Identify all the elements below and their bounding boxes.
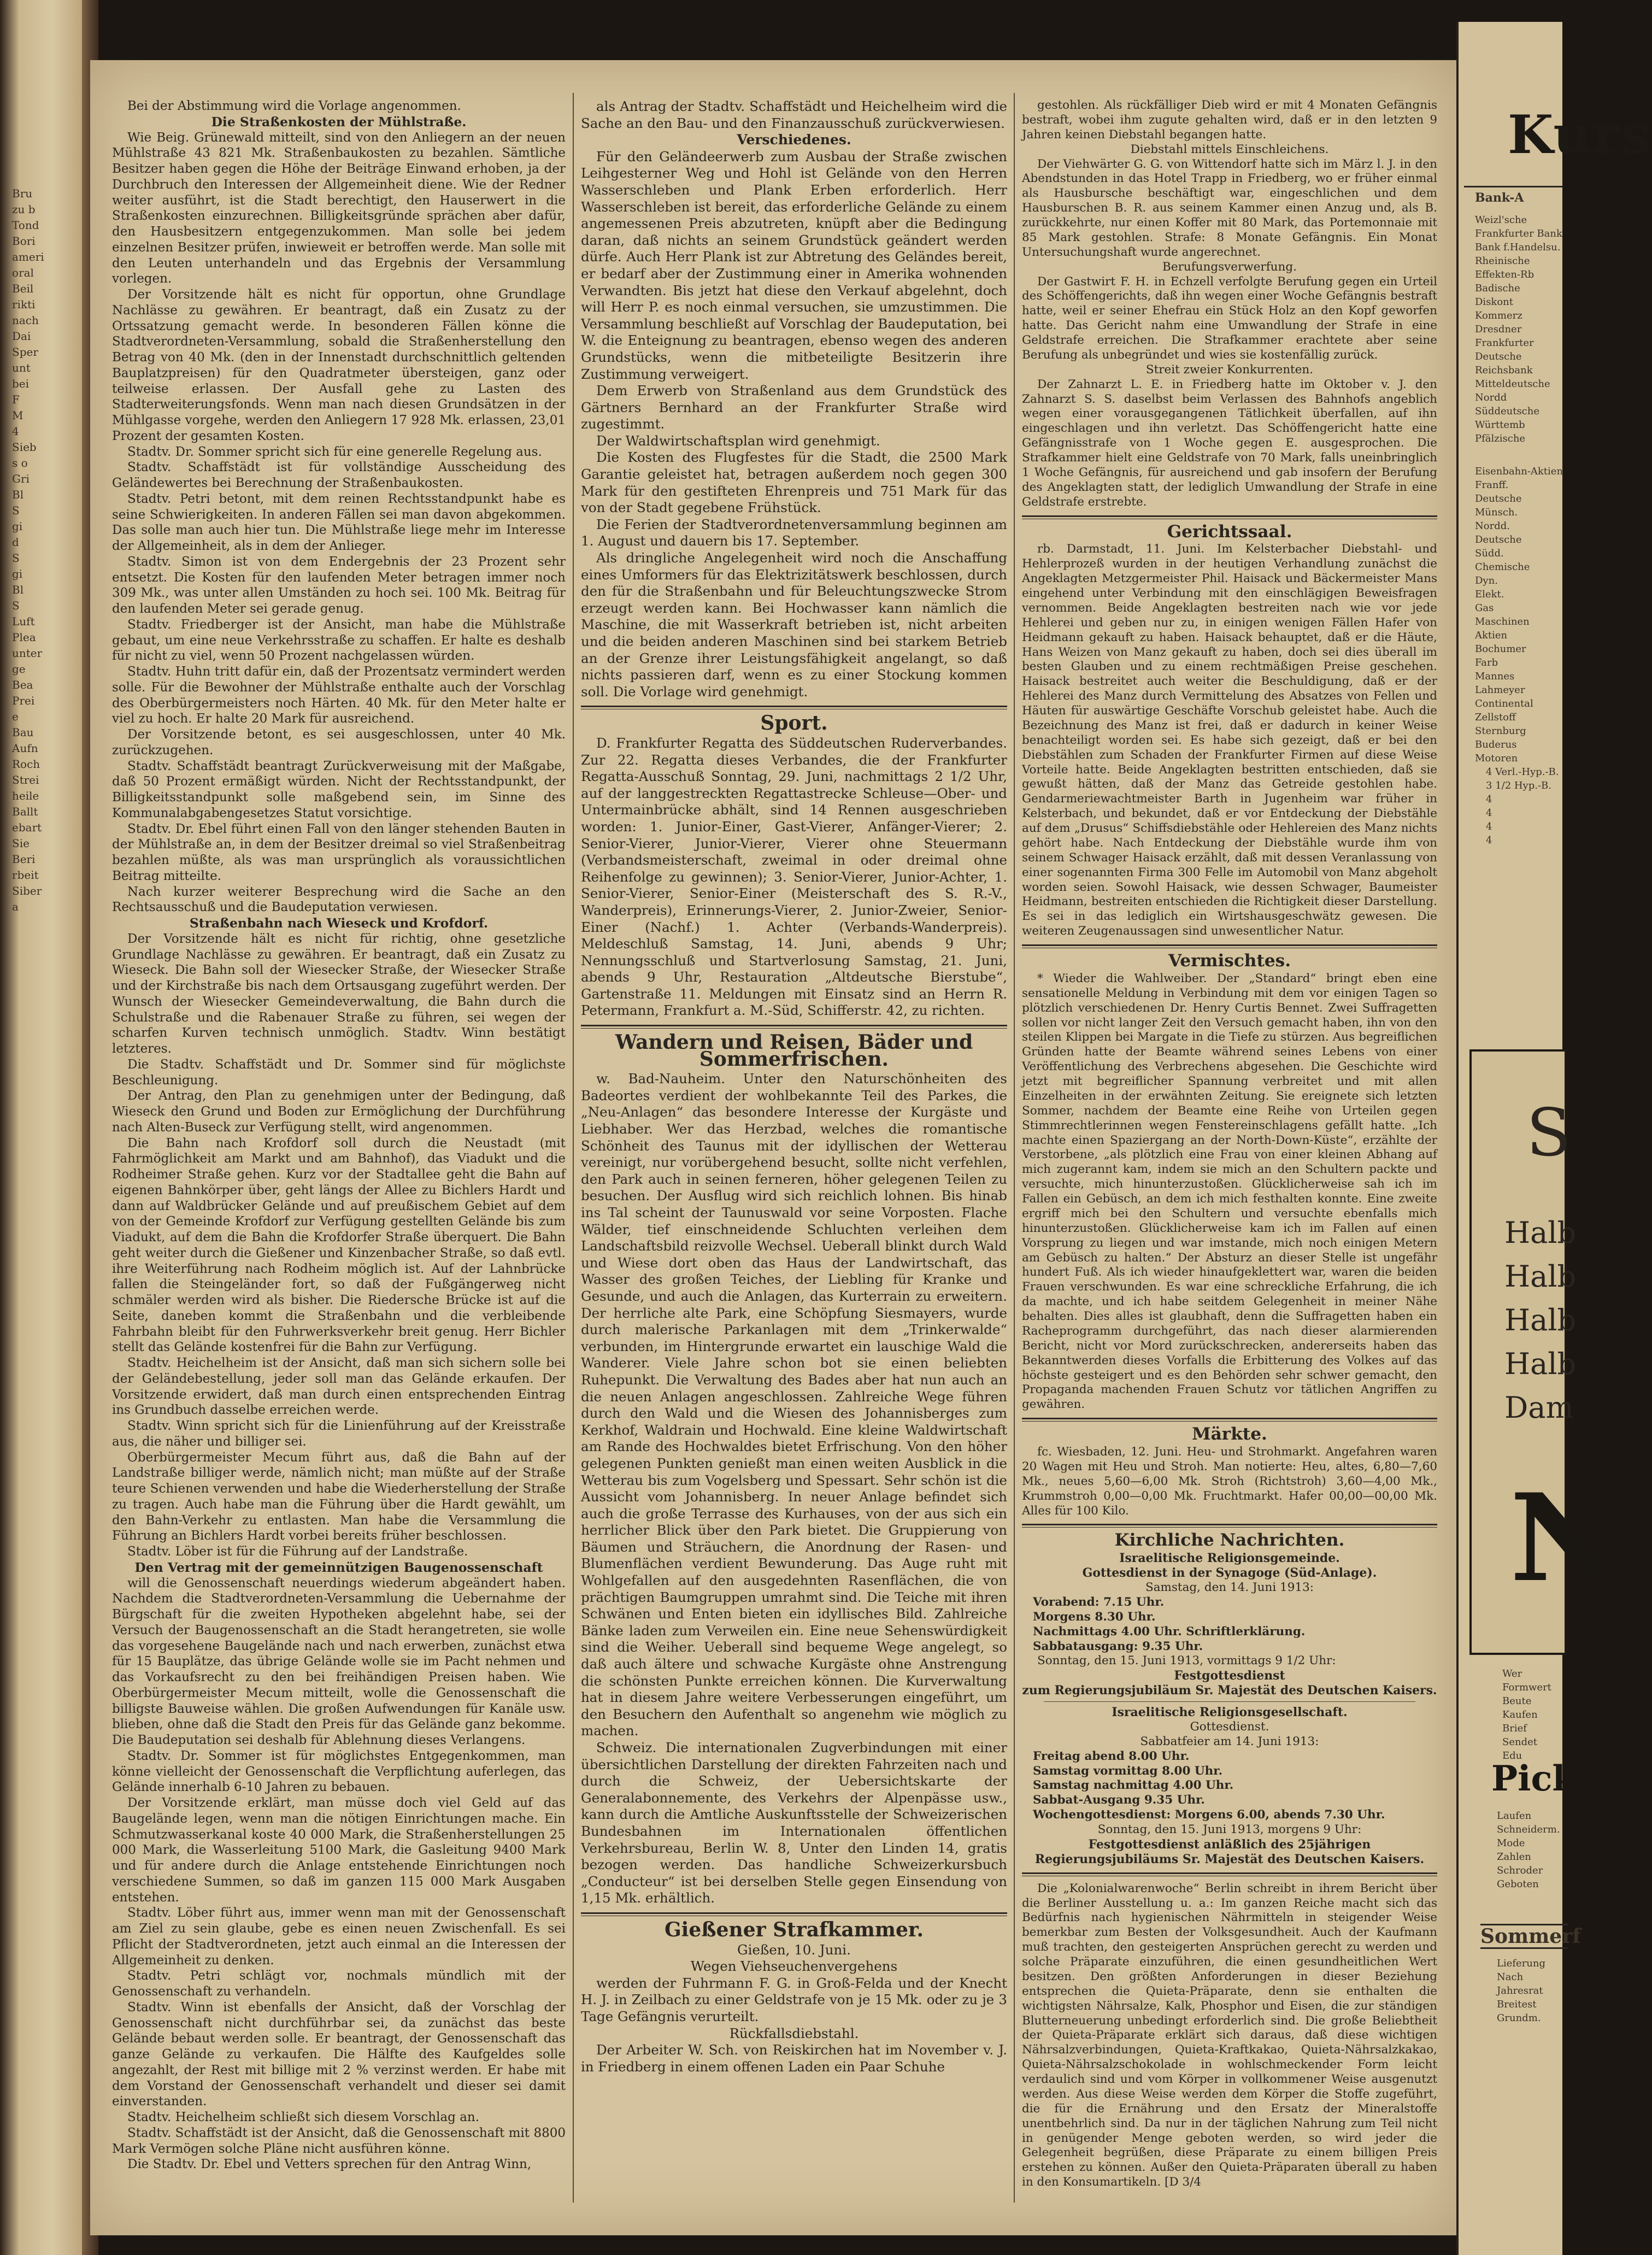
listing-line: Jahresrat bbox=[1497, 1985, 1543, 1996]
article-paragraph: Sonntag, den 15. Juni 1913, vormittags 9 1/2 Uhr: bbox=[1037, 1654, 1336, 1668]
left-page-fragment: a bbox=[12, 900, 19, 913]
article-paragraph: Der Vorsitzende hält es nicht für richtig, ohne gesetzliche Grundlage Nachlässe zu gewähren. Er beantragt, daß ein Zusatz zu Wieseck. Die Bahn soll der Wiesecker Straße, der Wiesecker Straße und der Kirchstraße bis nach dem Ortsausgang zugeführt werden. Der Wunsch der Wiesecker Gemeindeverwaltung, die Bahn durch die Schulstraße und die Rabenauer Straße zu führen, sei wegen der scharfen Kurven technisch unmöglich. Stadtv. Winn bestätigt letzteres. bbox=[112, 931, 566, 1056]
article-subheading: Straßenbahn nach Wieseck und Krofdorf. bbox=[189, 915, 489, 931]
article-paragraph: Stadtv. Heichelheim ist der Ansicht, daß man sich sichern solle bei der Geländebestellung, jeder soll man das Gelände erkaufen. Der Vorsitzende erwidert, daß man durch einen entsprechenden Eintrag ins Grundbuch dasselbe erreichen werde. bbox=[112, 1356, 566, 1418]
article-paragraph: Stadtv. Schaffstädt ist der Ansicht, daß die Genossenschaft mit 8800 Mark Vermögen solche Pläne nicht ausführen könne. bbox=[112, 2125, 566, 2156]
listing-line: 4 bbox=[1486, 821, 1492, 832]
centered-line: Streit zweier Konkurrenten. bbox=[1145, 362, 1314, 377]
listing-line: Dresdner bbox=[1475, 324, 1522, 335]
left-page-fragment: Bau bbox=[12, 726, 34, 739]
listing-line: Dyn. bbox=[1475, 575, 1498, 586]
article-subheading: Verschiedenes. bbox=[737, 132, 851, 148]
section-heading: Märkte. bbox=[1192, 1424, 1267, 1444]
listing-line: Sternburg bbox=[1475, 725, 1526, 737]
listing-line: Formwert bbox=[1502, 1682, 1551, 1693]
left-page-fragment: ge bbox=[12, 662, 26, 676]
left-page-fragment: ameri bbox=[12, 250, 44, 263]
listing-line: Deutsche bbox=[1475, 493, 1522, 504]
left-page-fragment: M bbox=[12, 409, 23, 422]
listing-line: Deutsche bbox=[1475, 351, 1522, 362]
section-divider bbox=[581, 706, 1007, 709]
schedule-line: Morgens 8.30 Uhr. bbox=[1033, 1610, 1156, 1624]
listing-line: Grundm. bbox=[1497, 2012, 1541, 2024]
article-paragraph: Schweiz. Die internationalen Zugverbindungen mit einer übersichtlichen Darstellung der direkten Fahrzeiten nach und durch die Schweiz, der Uebersichtskarte der Generalabonnemente, des Verkehrs der Alpenpässe usw., kann durch die Amtliche Auskunftsstelle der Schweizerischen Bundesbahnen im Internationalen öffentlichen Verkehrsbureau, Berlin W. 8, Unter den Linden 14, gratis bezogen werden. Das handliche Schweizerkursbuch „Conducteur“ ist bei derselben Stelle gegen Einsendung von 1,15 Mk. erhältlich. bbox=[581, 1740, 1007, 1906]
article-paragraph: Die Stadtv. Dr. Ebel und Vetters sprechen für den Antrag Winn, bbox=[127, 2157, 532, 2172]
section-heading: Kirchliche Nachrichten. bbox=[1114, 1530, 1345, 1551]
section-divider bbox=[1022, 1418, 1437, 1422]
left-page-fragment: oral bbox=[12, 266, 34, 279]
right-page-listing-e bbox=[1497, 1809, 1584, 1891]
listing-line: Weizl'sche bbox=[1475, 214, 1527, 226]
centered-line: Berufungsverwerfung. bbox=[1162, 260, 1297, 274]
section-divider bbox=[1022, 515, 1437, 519]
left-page-fragment: Sieb bbox=[12, 441, 37, 454]
listing-line: Deutsche bbox=[1475, 534, 1522, 545]
centered-line: Diebstahl mittels Einschleichens. bbox=[1130, 142, 1329, 156]
left-page-fragment: Bl bbox=[12, 583, 24, 596]
left-page-fragment: gi bbox=[12, 520, 23, 533]
article-paragraph: Der Vorsitzende betont, es sei ausgeschlossen, unter 40 Mk. zurückzugehen. bbox=[112, 727, 566, 757]
listing-line: Beute bbox=[1502, 1695, 1532, 1707]
right-page-edge bbox=[1456, 22, 1652, 2255]
right-page-ad-sommer: Sommerf bbox=[1480, 1925, 1581, 1948]
schedule-line: Vorabend: 7.15 Uhr. bbox=[1033, 1595, 1165, 1609]
article-paragraph: Der Arbeiter W. Sch. von Reiskirchen hat im November v. J. in Friedberg in einem offenen Laden ein Paar Schuhe bbox=[581, 2042, 1007, 2075]
article-paragraph: Stadtv. Petri betont, mit dem reinen Rechtsstandpunkt habe es seine Schwierigkeiten. In anderen Fällen sei man davon abgekommen. Das solle man auch hier tun. Die Mühlstraße liege mehr im Interesse der Allgemeinheit, als in dem der Anlieger. bbox=[112, 491, 566, 553]
left-page-fragment: Tond bbox=[12, 219, 39, 232]
left-page-fragment: Beri bbox=[12, 853, 36, 866]
left-page-fragment: s o bbox=[12, 456, 28, 469]
listing-line: 4 Verl.-Hyp.-B. bbox=[1486, 766, 1559, 778]
left-page-fragment: bei bbox=[12, 377, 30, 390]
article-subheading: Den Vertrag mit der gemeinnützigen Baugenossenschaft bbox=[134, 1559, 543, 1575]
section-divider bbox=[581, 1025, 1007, 1029]
listing-line: 4 bbox=[1486, 807, 1492, 819]
listing-line: Breitest bbox=[1497, 1999, 1537, 2010]
right-page-masthead: Kurs bbox=[1508, 104, 1652, 166]
article-paragraph: will die Genossenschaft neuerdings wiederum abgeändert haben. Nachdem die Stadtverordneten-Versammlung die Uebernahme der Bürgschaft für die zweiten Hypotheken abgelehnt habe, sei der Versuch der Baugenossenschaft an die Stadt herangetreten, sie wolle das vorgesehene Baugelände nach und nach erwerben, zunächst etwa für 15 Bauplätze, das übrige Gelände wolle sie im Pacht nehmen und das Vorkaufsrecht zu den bei freihändigen Preisen haben. Wie Oberbürgermeister Mecum mitteilt, wolle die Genossenschaft die billigste Bauweise wählen. Die großen Aufwendungen für Kanäle usw. blieben, ohne daß die Stadt den Preis für das Gelände ganz bekomme. Die Baudeputation sei deshalb für Ablehnung dieses Verlangens. bbox=[112, 1576, 566, 1747]
section-heading: Vermischtes. bbox=[1168, 951, 1291, 971]
thin-divider bbox=[1044, 1701, 1415, 1702]
left-page-fragment: Bea bbox=[12, 678, 33, 691]
listing-line: Geboten bbox=[1497, 1878, 1539, 1890]
listing-line: Frankfurter bbox=[1475, 337, 1534, 349]
article-paragraph: Der Gastwirt F. H. in Echzell verfolgte Berufung gegen ein Urteil des Schöffengerichts, daß ihn wegen einer Woche Gefängnis bestraft hatte, weil er seiner Ehefrau ein Stück Holz an den Kopf geworfen hatte. Das Gericht nahm eine Umwandlung der Strafe in eine Geldstrafe erreichen. Die Strafkammer erachtete aber seine Berufung als unbegründet und wies sie kostenfällig zurück. bbox=[1022, 274, 1437, 362]
right-page-listing-d bbox=[1502, 1667, 1590, 1763]
column-2 bbox=[581, 98, 1007, 2208]
left-page-fragment: Beil bbox=[12, 282, 34, 295]
section-heading: Wandern und Reisen, Bäder und Sommerfrischen. bbox=[615, 1031, 973, 1071]
right-page-listing-c bbox=[1486, 765, 1573, 847]
article-paragraph: * Wieder die Wahlweiber. Der „Standard“ bringt eben eine sensationelle Meldung in Verbindung mit dem vor einigen Tagen so plötzlich verschiedenen Dr. Henry Curtis Bennet. Zwei Suffragetten sollen vor nicht langer Zeit den Versuch gemacht haben, ihn von den steilen Klippen bei Margate in die Tiefe zu stürzen. Aus begreiflichen Gründen hatte der Beamte während seines Lebens von einer Veröffentlichung des Verbrechens abgesehen. Die Geschichte wird jetzt mit begreiflicher Spannung verbreitet und mit allen Einzelheiten in der erwähnten Zeitung. Sie ereignete sich letzten Sommer, nachdem der Beamte eine Reihe von Urteilen gegen Stimmrechtlerinnen wegen Fenstereinschlagens gefällt hatte. „Ich machte einen Spaziergang an der North-Down-Küste“, erzählte der Verstorbene, „als plötzlich eine Frau von einer kleinen Abhang auf mich zugerannt kam, indem sie mich an den Schultern packte und versuchte, mich hinunterzustoßen. Glücklicherweise sah ich im Fallen ein Gebüsch, an dem ich mich festhalten konnte. Eine zweite ergriff mich bei den Schultern und versuchte ebenfalls mich hinunterzustoßen. Glücklicherweise kam ich im Fallen auf einen Vorsprung zu liegen und war imstande, mich noch einigen Metern am Gebüsch zu halten.“ Der Absturz an dieser Stelle ist ungefähr hundert Fuß. Als ich wieder hinaufgeklettert war, waren die beiden Frauen verschwunden. Es war eine schreckliche Erfahrung, die ich da machte, und ich habe seitdem Gelegenheit in meiner Nähe behalten. Dies alles ist glaubhaft, denn die Suffragetten haben ein Racheprogramm durchgeführt, das nach dieser alarmierenden Bericht, nicht vor Mord zurückschrecken, andererseits haben das Bekanntwerden dieses Vorfalls die Erbitterung des Volkes auf das höchste gesteigert und es den Behörden sehr schwer gemacht, den Propaganda machenden Frauen Schutz vor tätlichen Angriffen zu gewähren. bbox=[1022, 971, 1437, 1412]
listing-line: Lieferung bbox=[1497, 1958, 1545, 1969]
article-paragraph: Der Waldwirtschaftsplan wird genehmigt. bbox=[596, 432, 880, 449]
section-divider bbox=[1022, 1872, 1437, 1876]
ad-line: Halb bbox=[1504, 1215, 1577, 1250]
article-paragraph: Stadtv. Löber führt aus, immer wenn man mit der Genossenschaft am Ziel zu sein glaube, gebe es einen neuen Zwischenfall. Es sei Pflicht der Stadtverordneten, jetzt auch einmal an die Interessen der Allgemeinheit zu denken. bbox=[112, 1906, 566, 1968]
article-subheading: Israelitische Religionsgesellschaft. bbox=[1112, 1705, 1348, 1719]
listing-line: Eisenbahn-Aktien bbox=[1475, 466, 1563, 477]
article-paragraph: als Antrag der Stadtv. Schaffstädt und Heichelheim wird die Sache an den Bau- und den Finanzausschuß zurückverwiesen. bbox=[581, 98, 1007, 131]
article-paragraph: Stadtv. Dr. Sommer spricht sich für eine generelle Regelung aus. bbox=[127, 444, 542, 459]
left-page-fragment: ebart bbox=[12, 821, 42, 834]
schedule-line: Wochengottesdienst: Morgens 6.00, abends 7.30 Uhr. bbox=[1033, 1808, 1385, 1822]
listing-line: Frankfurter Bank bbox=[1475, 228, 1562, 239]
left-page-fragment: unter bbox=[12, 647, 43, 660]
article-subheading: Gottesdienst in der Synagoge (Süd-Anlage). bbox=[1082, 1566, 1377, 1581]
centered-line: Gießen, 10. Juni. bbox=[737, 1941, 851, 1958]
left-page-fragment: Siber bbox=[12, 884, 42, 897]
left-page-fragment: Gri bbox=[12, 472, 30, 485]
section-divider bbox=[1022, 1524, 1437, 1528]
listing-line: Nach bbox=[1497, 1971, 1524, 1983]
left-page-fragment: Luft bbox=[12, 615, 35, 628]
left-page-fragment: d bbox=[12, 536, 19, 549]
article-paragraph: werden der Fuhrmann F. G. in Groß-Felda und der Knecht H. J. in Zeilbach zu einer Geldstrafe von je 15 Mk. oder zu je 3 Tage Gefängnis verurteilt. bbox=[581, 1975, 1007, 2024]
listing-line: Buderus bbox=[1475, 739, 1517, 750]
listing-line: Schroder bbox=[1497, 1865, 1543, 1876]
column-1 bbox=[112, 98, 566, 2208]
listing-line: Südd. bbox=[1475, 548, 1504, 559]
right-page-listing-b bbox=[1475, 465, 1562, 765]
listing-line: Rheinische bbox=[1475, 255, 1530, 267]
article-paragraph: rb. Darmstadt, 11. Juni. Im Kelsterbacher Diebstahl- und Hehlerprozeß wurden in der heutigen Verhandlung zunächst die Angeklagten Metzgermeister Phil. Haisack und Bäckermeister Mans eingehend unter Verbindung mit den einschlägigen Beweisfragen vernommen. Beide Angeklagten bestreiten nach wie vor jede Hehlerei und geben nur zu, in einigen wenigen Fällen Hafer von Heidmann gekauft zu haben. Haisack behauptet, daß er die Häute, Hans Weizen von Manz gekauft zu haben, doch sei dies überall im besten Glauben und zu einem rechtmäßigen Preise geschehen. Haisack bestreitet auch weiter die Beschuldigung, daß er der Hehlerei des Manz durch Vermittelung des Absatzes von Fellen und Häuten für auswärtige Geschäfte Vorschub geleistet habe. Auch die Bezeichnung des Manz ist frei, daß er dadurch in keiner Weise benachteiligt worden sei. Es habe sich gezeigt, daß er bei den Diebstählen zum Schaden der Frankfurter Firmen auf diese Weise Vorteile hatte. Beide Angeklagten bestritten entschieden, daß sie gewußt hätten, daß der Manz das Getreide gestohlen habe. Gendarmeriewachtmeister Barth in Jugenheim war früher in Kelsterbach, und bekundet, daß er vor Entdeckung der Diebstähle auf dem „Drusus“ Schiffsdiebstähle oder Hehlereien des Manz nichts gehört habe. Nach Entdeckung der Diebstähle wurde ihm von seinem Schwager Haisack erzählt, daß mit dessen Veranlassung von einer sogenannten Firma 300 Felle im Automobil von Manz abgeholt worden seien. Sowohl Haisack, wie dessen Schwager, Baumeister Heidmann, bestreiten entschieden die Richtigkeit dieser Darstellung. Es sei in das lediglich ein Wirtshausgeschwätz gewesen. Die weiteren Zeugenaussagen sind unwesentlicher Natur. bbox=[1022, 542, 1437, 938]
left-page-fragment: rikti bbox=[12, 298, 36, 311]
listing-line: Edu bbox=[1502, 1750, 1522, 1761]
listing-line: Franff. bbox=[1475, 479, 1509, 491]
listing-line: Gas bbox=[1475, 602, 1494, 614]
right-page-ad-box bbox=[1469, 1049, 1620, 1655]
listing-line: Maschinen bbox=[1475, 616, 1530, 627]
ad-big-letter: N bbox=[1510, 1467, 1620, 1608]
listing-line: Schneiderm. bbox=[1497, 1824, 1560, 1835]
article-paragraph: Der Vorsitzende erklärt, man müsse doch viel Geld auf das Baugelände legen, wenn man die nötigen Einrichtungen mache. Ein Schmutzwasserkanal koste 40 000 Mark, die Straßenherstellungen 25 000 Mark, die Wasserleitung 5100 Mark, die Gasleitung 9400 Mark und für andere durch die Anlage entstehende Einrichtungen noch verschiedene Summen, so daß im ganzen 115 000 Mark Ausgaben entstehen. bbox=[112, 1796, 566, 1905]
schedule-line: Samstag nachmittag 4.00 Uhr. bbox=[1033, 1778, 1234, 1793]
schedule-line: Samstag vormittag 8.00 Uhr. bbox=[1033, 1764, 1223, 1778]
article-paragraph: Der Viehwärter G. G. von Wittendorf hatte sich im März l. J. in den Abendstunden in das Hotel Trapp in Friedberg, wo er früher einmal als Hausbursche beschäftigt war, eingeschlichen und dem Hausburschen B. R. aus seinem Kammer einen Anzug und, als B. zurückkehrte, nur einen Koffer mit 80 Mark, das Portemonnaie mit 85 Mark gestohlen. Strafe: 8 Monate Gefängnis. Ein Monat Untersuchungshaft wurde angerechnet. bbox=[1022, 157, 1437, 259]
listing-line: Württemb bbox=[1475, 419, 1525, 431]
left-page-fragment: Prei bbox=[12, 694, 35, 707]
left-page-fragment: zu b bbox=[12, 203, 36, 216]
article-paragraph: Stadtv. Friedberger ist der Ansicht, man habe die Mühlstraße gebaut, um eine neue Verkehrsstraße zu schaffen. Er halte es deshalb für nicht zu viel, wenn 50 Prozent nachgelassen würden. bbox=[112, 617, 566, 663]
centered-line: Samstag, den 14. Juni 1913: bbox=[1145, 1581, 1314, 1594]
centered-line: Sonntag, den 15. Juni 1913, morgens 9 Uhr: bbox=[1097, 1823, 1362, 1836]
article-paragraph: Stadtv. Dr. Ebel führt einen Fall von den länger stehenden Bauten in der Mühlstraße an, in dem der Besitzer dreimal so viel Straßenbeitrag bezahlen müßte, als was man ursprünglich als voraussichtlichen Beitrag mitteilte. bbox=[112, 821, 566, 883]
left-page-fragment: Aufn bbox=[12, 742, 38, 755]
left-page-fragment: e bbox=[12, 710, 19, 723]
centered-line: Rückfallsdiebstahl. bbox=[729, 2025, 859, 2041]
article-paragraph: Die Bahn nach Krofdorf soll durch die Neustadt (mit Fahrmöglichkeit am Markt und am Bahnhof), das Viadukt und die Rodheimer Straße gehen. Kurz vor der Stadtallee geht die Bahn auf eigenen Bahnkörper über, geht längs der Allee zu Bichlers Hardt und dann auf Waldbrücker Gelände und auf preußischem Gebiet auf dem von der Gemeinde Krofdorf zur Verfügung gestellten Gelände bis zum Viadukt, auf dem die Bahn die Krofdorfer Straße überquert. Die Bahn geht weiter durch die Gießener und Kinzenbacher Straße, so daß evtl. ihre Weiterführung nach Rodheim möglich ist. Auf der Lahnbrücke fallen die Steingeländer fort, so daß der Fußgängerweg nicht schmäler werden wird als bisher. Die Riedersche Brücke ist auf die Seite, daneben kommt die Straßenbahn und die verbleibende Fahrbahn bleibt für den Fuhrwerksverkehr breit genug. Herr Bichler stellt das Gelände kostenfrei für die Bahn zur Verfügung. bbox=[112, 1136, 566, 1355]
centered-line: Sabbatfeier am 14. Juni 1913: bbox=[1140, 1734, 1319, 1748]
section-divider bbox=[581, 1912, 1007, 1916]
left-page-edge bbox=[0, 0, 87, 2255]
article-paragraph: Stadtv. Petri schlägt vor, nochmals mündlich mit der Genossenschaft zu verhandeln. bbox=[112, 1969, 566, 1999]
listing-line: Kommerz bbox=[1475, 310, 1522, 321]
article-paragraph: Für den Geländeerwerb zum Ausbau der Straße zwischen Leihgesterner Weg und Hohl ist Gelände von den Herren Wasserschleben und Plank Erben erforderlich. Herr Wasserschleben ist bereit, das erforderliche Gelände zu einem angemessenen Preis abzutreten, knüpft aber die Bedingung daran, daß nichts an seinem Grundstück geändert werden dürfe. Auch Herr Plank ist zur Abtretung des Geländes bereit, er bedarf aber der Zustimmung einer in Amerika wohnenden Verwandten. Bis jetzt hat diese den Verkauf abgelehnt, doch will Herr P. es noch einmal versuchen, sie umzustimmen. Die Versammlung beschließt auf Vorschlag der Baudeputation, bei W. die Enteignung zu beantragen, ebenso wegen des anderen Grundstücks, wenn die mitbeteiligte Besitzerin ihre Zustimmung verweigert. bbox=[581, 148, 1007, 382]
article-paragraph: Der Vorsitzende hält es nicht für opportun, ohne Grundlage Nachlässe zu gewähren. Er beantragt, daß ein Zusatz zu der Ortssatzung gemacht werde. In besonderen Fällen könne die Stadtverordneten-Versammlung, sobald die Straßenherstellung den Betrag von 40 Mk. (den in der Innenstadt durchschnittlich geltenden Bauplatzpreisen) für den Quadratmeter übersteigen, ganz oder teilweise erlassen. Der Ausfall gehe zu Lasten des Stadterweiterungsfonds. Wenn man nach diesen Grundsätzen in der Mühlgasse vorgehe, werden den Anliegern 17 928 Mk. erlassen, 23,01 Prozent der gesamten Kosten. bbox=[112, 287, 566, 443]
listing-line: Münsch. bbox=[1475, 507, 1518, 518]
schedule-line: Sabbat-Ausgang 9.35 Uhr. bbox=[1033, 1793, 1205, 1807]
left-page-fragment: S bbox=[12, 551, 20, 565]
listing-line: Diskont bbox=[1475, 296, 1513, 308]
right-page-subhead: Bank-A bbox=[1475, 191, 1524, 205]
listing-line: 4 bbox=[1486, 835, 1492, 846]
article-paragraph: D. Frankfurter Regatta des Süddeutschen Ruderverbandes. Zur 22. Regatta dieses Verbandes, die der Frankfurter Regatta-Ausschuß Sonntag, 29. Juni, nachmittags 2 1/2 Uhr, auf der langgestreckten Regattastrecke Schleuse—Ober- und Untermainbrücke abhält, sind 14 Rennen ausgeschrieben worden: 1. Junior-Einer, Gast-Vierer, Anfänger-Vierer; 2. Senior-Vierer, Junior-Vierer, Vierer ohne Steuermann (Verbandsmeisterschaft, zweimal in oder dreimal ohne Reihenfolge zu gewinnen); 3. Senior-Vierer, Junior-Achter, 1. Senior-Vierer, Senior-Einer (Meisterschaft des S. R.-V., Wanderpreis), Erinnerungs-Vierer, 2. Junior-Zweier, Senior-Einer (Nachf.) 1. Achter (Verbands-Wanderpreis). Meldeschluß Samstag, 14. Juni, abends 9 Uhr; Nennungsschluß und Startverlosung Samstag, 21. Juni, abends 9 Uhr, Restauration „Altdeutsche Bierstube“, Gartenstraße 11. Meldungen mit Einsatz sind an Herrn R. Petermann, Frankfurt a. M.-Süd, Schifferstr. 42, zu richten. bbox=[581, 735, 1007, 1019]
listing-line: Effekten-Rb bbox=[1475, 269, 1535, 280]
article-paragraph: gestohlen. Als rückfälliger Dieb wird er mit 4 Monaten Gefängnis bestraft, wobei ihm zugute gehalten wird, daß er in den letzten 9 Jahren keinen Diebstahl begangen hatte. bbox=[1022, 98, 1437, 142]
article-paragraph: Der Zahnarzt L. E. in Friedberg hatte im Oktober v. J. den Zahnarzt S. S. daselbst beim Verlassen des Bahnhofs angeblich wegen einer vorausgegangenen Tätlichkeit überfallen, auf ihn eingeschlagen und ihn verletzt. Das Schöffengericht hatte eine Gefängnisstrafe von 1 Woche gegen E. ausgesprochen. Die Strafkammer hielt eine Geldstrafe von 70 Mark, falls uneinbringlich 1 Woche Gefängnis, für ausreichend und gab insofern der Berufung des Angeklagten statt, der lediglich Umwandlung der Strafe in eine Geldstrafe erstrebte. bbox=[1022, 377, 1437, 509]
ad-line: Halb bbox=[1504, 1259, 1577, 1294]
listing-line: Brief bbox=[1502, 1723, 1527, 1734]
article-paragraph: Stadtv. Schaffstädt ist für vollständige Ausscheidung des Geländewertes bei Berechnung der Straßenbaukosten. bbox=[112, 460, 566, 490]
listing-line: Laufen bbox=[1497, 1810, 1532, 1822]
left-page-fragment: Plea bbox=[12, 631, 36, 644]
left-page-fragment: Strei bbox=[12, 773, 39, 786]
article-subheading: Israelitische Religionsgemeinde. bbox=[1119, 1551, 1340, 1566]
left-page-fragment: F bbox=[12, 393, 20, 406]
left-page-fragment: unt bbox=[12, 361, 31, 374]
column-divider-1 bbox=[573, 93, 574, 2203]
listing-line: 4 bbox=[1486, 794, 1492, 805]
article-paragraph: Stadtv. Schaffstädt beantragt Zurückverweisung mit der Maßgabe, daß 50 Prozent ermäßigt würden. Nicht der Rechtsstandpunkt, der Billigkeitsstandpunkt solle maßgebend sein, im Sinne des Kommunalabgabengesetzes Statut vorsichtige. bbox=[112, 759, 566, 820]
left-page-fragment: Ballt bbox=[12, 805, 38, 818]
article-subheading: zum Regierungsjubiläum Sr. Majestät des Deutschen Kaisers. bbox=[1022, 1683, 1437, 1698]
listing-line: Süddeutsche bbox=[1475, 406, 1540, 417]
left-page-fragment: nach bbox=[12, 314, 39, 327]
article-paragraph: Die Stadtv. Schaffstädt und Dr. Sommer sind für möglichste Beschleunigung. bbox=[112, 1057, 566, 1088]
left-page-fragment: Bru bbox=[12, 187, 33, 200]
listing-line: Bank f.Handelsu. bbox=[1475, 242, 1561, 253]
column-divider-2 bbox=[1014, 93, 1015, 2203]
article-paragraph: Der Antrag, den Plan zu genehmigen unter der Bedingung, daß Wieseck den Grund und Boden zur Ermöglichung der Durchführung nach Alten-Buseck zur Verfügung stellt, wird angenommen. bbox=[112, 1089, 566, 1135]
article-paragraph: Als dringliche Angelegenheit wird noch die Anschaffung eines Umformers für das Elektrizitätswerk beschlossen, durch den für die Straßenbahn und für Beleuchtungszwecke Strom erzeugt werden kann. Bei Hochwasser kann nämlich die Maschine, die mit Wasserkraft betrieben ist, nicht arbeiten und die beiden anderen Maschinen sind bei starkem Betrieb an der Grenze ihrer Leistungsfähigkeit angelangt, so daß nichts passieren darf, wenn es zu einer Stockung kommen soll. Die Vorlage wird genehmigt. bbox=[581, 550, 1007, 700]
ad-line: Halb bbox=[1504, 1303, 1577, 1337]
listing-line: Bochumer bbox=[1475, 643, 1526, 655]
listing-line: Mitteldeutsche bbox=[1475, 378, 1550, 390]
left-page-fragment: Sie bbox=[12, 837, 30, 850]
left-page-fragment: heile bbox=[12, 789, 39, 802]
right-page-listing-f bbox=[1497, 1957, 1584, 2025]
schedule-line: Nachmittags 4.00 Uhr. Schriftlerklärung. bbox=[1033, 1624, 1306, 1639]
left-page-fragment: S bbox=[12, 504, 20, 517]
article-paragraph: Oberbürgermeister Mecum führt aus, daß die Bahn auf der Landstraße billiger werde, nämlich nicht; man müßte auf der Straße teure Schienen verwenden und habe die Wiederherstellung der Straße zu tragen. Auch habe man die Führung über die Hardt gewählt, um den Bahn-Verkehr zu entlasten. Man habe die Versammlung die Führung an Bichlers Hardt vorbei bereits früher beschlossen. bbox=[112, 1450, 566, 1543]
article-paragraph: Bei der Abstimmung wird die Vorlage angenommen. bbox=[127, 99, 461, 113]
listing-line: Zahlen bbox=[1497, 1851, 1531, 1863]
listing-line: Mode bbox=[1497, 1837, 1525, 1849]
listing-line: Motoren bbox=[1475, 753, 1518, 764]
article-subheading: Die Straßenkosten der Mühlstraße. bbox=[211, 114, 467, 130]
article-paragraph: Stadtv. Heichelheim schließt sich diesem Vorschlag an. bbox=[127, 2110, 480, 2124]
article-paragraph: Wie Beig. Grünewald mitteilt, sind von den Anliegern an der neuen Mühlstraße 43 821 Mk. Straßenbaukosten zu bezahlen. Sämtliche Besitzer haben gegen die Höhe der Beiträge Einwand erhoben, ja der Durchbruch den Interessen der Allgemeinheit diene. Wie der Redner weiter ausführt, ist die Stadt berechtigt, den Hauserwert in die Straßenkosten einzurechnen. Billigkeitsgründe sprächen aber dafür, den Hausbesitzern entgegenzukommen. Man solle bei jedem einzelnen Besitzer prüfen, inwieweit er betroffen werde. Man solle mit den Leuten unterhandeln und das Ergebnis der Versammlung vorlegen. bbox=[112, 130, 566, 286]
listing-line: Nordd. bbox=[1475, 520, 1510, 532]
article-paragraph: Stadtv. Simon ist von dem Endergebnis der 23 Prozent sehr entsetzt. Die Kosten für den laufenden Meter betragen immer noch 309 Mk., was unter allen Umständen zu hoch sei. 100 Mk. Beitrag für den laufenden Meter sei gerade genug. bbox=[112, 554, 566, 616]
section-heading: Sport. bbox=[760, 712, 828, 735]
listing-line: Wer bbox=[1502, 1668, 1522, 1679]
article-paragraph: Die Ferien der Stadtverordnetenversammlung beginnen am 1. August und dauern bis 17. September. bbox=[581, 516, 1007, 549]
listing-line: Chemische bbox=[1475, 561, 1530, 573]
centered-line: Gottesdienst. bbox=[1190, 1719, 1269, 1734]
ad-letter: S bbox=[1526, 1095, 1572, 1171]
left-page-fragment: gi bbox=[12, 567, 23, 580]
left-page-fragment: rbeit bbox=[12, 868, 39, 882]
left-page-fragment: Bori bbox=[12, 234, 36, 248]
left-page-fragment: S bbox=[12, 599, 20, 612]
listing-line: Zellstoff bbox=[1475, 712, 1516, 723]
centered-line: Wegen Viehseuchenvergehens bbox=[690, 1958, 898, 1975]
article-paragraph: w. Bad-Nauheim. Unter den Naturschönheiten des Badeortes verdient der wohlbekannte Teil des Parkes, die „Neu-Anlagen“ das besondere Interesse der Kurgäste und Liebhaber. Wer das Herzbad, welches die romantische Schönheit des Taunus mit der idyllischen der Wetterau vereinigt, nur vorübergehend besucht, sollte nicht verfehlen, den Park auch in seinen ferneren, höher gelegenen Teilen zu besuchen. Der Ausflug wird sich reichlich lohnen. Bis hinab ins Tal scheint der Taunuswald vor seine Vorposten. Flache Wälder, tief einschneidende Schluchten verleihen dem Landschaftsbild reizvolle Wechsel. Ueberall blinkt durch Wald und Wiese dort oben das Haus der Landwirtschaft, das Wasser des großen Teiches, der Liebling für Kranke und Gesunde, und auch die Anlagen, das Kurterrain zu erweitern. Der herrliche alte Park, eine Schöpfung Siesmayers, wurde durch malerische Parkanlagen mit dem „Trinkerwalde“ verbunden, im Hintergrunde erwartet ein lauschige Wald die Wanderer. Viele Jahre schon bot sie einen beliebten Ruhepunkt. Die Verwaltung des Bades aber hat nun auch an die neuen Anlagen angeschlossen. Zahlreiche Wege führen durch den Wald und die Wiesen des Johannisberges zum Kerkhof, Waldrain und Hochwald. Eine kleine Waldwirtschaft am Rande des Hochwaldes bietet Erfrischung. Von den höher gelegenen Punkten genießt man einen weiten Ausblick in die Wetterau bis zum Vogelsberg und Spessart. Sehr schön ist die Aussicht vom Johannisberg. In neuer Anlage befindet sich auch die große Terrasse des Kurhauses, von der aus sich ein herrlicher Blick über den Park bietet. Die Gruppierung von Bäumen und Sträuchern, die Anordnung der Rasen- und Blumenflächen verdient Bewunderung. Das Auge ruht mit Wohlgefallen auf den ausgedehnten Rasenflächen, die von prächtigen Baumgruppen umrahmt sind. Die Teiche mit ihren Schwänen und Enten bieten ein idyllisches Bild. Zahlreiche Bänke laden zum Verweilen ein. Eine neue Sehenswürdigkeit sind die Weiher. Ueberall sind bequeme Wege angelegt, so daß auch ältere und schwache Kurgäste ohne Anstrengung die schönsten Punkte erreichen können. Die Kurverwaltung hat in diesem Jahre weitere Verbesserungen eingeführt, um den Besuchern den Aufenthalt so angenehm wie möglich zu machen. bbox=[581, 1071, 1007, 1739]
article-paragraph: Stadtv. Winn spricht sich für die Linienführung auf der Kreisstraße aus, die näher und billiger sei. bbox=[112, 1419, 566, 1449]
article-paragraph: Stadtv. Dr. Sommer ist für möglichstes Entgegenkommen, man könne vielleicht der Genossenschaft die Verpflichtung auferlegen, das Gelände innerhalb 6-10 Jahren zu bebauen. bbox=[112, 1748, 566, 1795]
left-page-fragment: Bl bbox=[12, 488, 24, 501]
article-paragraph: Stadtv. Löber ist für die Führung auf der Landstraße. bbox=[127, 1545, 468, 1559]
column-3 bbox=[1022, 98, 1437, 2208]
listing-line: Aktien bbox=[1475, 630, 1508, 641]
listing-line: Pfälzische bbox=[1475, 433, 1526, 444]
listing-line: Nordd bbox=[1475, 392, 1507, 403]
section-heading: Gießener Strafkammer. bbox=[664, 1918, 924, 1941]
right-page-listing-a bbox=[1475, 213, 1562, 445]
section-heading: Gerichtssaal. bbox=[1167, 521, 1292, 542]
schedule-line: Freitag abend 8.00 Uhr. bbox=[1033, 1749, 1190, 1763]
article-paragraph: fc. Wiesbaden, 12. Juni. Heu- und Strohmarkt. Angefahren waren 20 Wagen mit Heu und Stroh. Man notierte: Heu, altes, 6,80—7,60 Mk., neues 5,60—6,00 Mk. Stroh (Richtstroh) 3,60—4,00 Mk., Krummstroh 0,00—0,00 Mk. Fruchtmarkt. Hafer 00,00—00,00 Mk. Alles für 100 Kilo. bbox=[1022, 1445, 1437, 1518]
ad-line: Halb bbox=[1504, 1347, 1577, 1381]
article-paragraph: Stadtv. Huhn tritt dafür ein, daß der Prozentsatz vermindert werden solle. Für die Bewohner der Mühlstraße enthalte auch der Vorschlag des Oberbürgermeisters noch Härten. 40 Mk. für den Meter halte er viel zu hoch. Er halte 20 Mark für ausreichend. bbox=[112, 665, 566, 726]
listing-line: Badische bbox=[1475, 283, 1520, 294]
left-page-fragment: Sper bbox=[12, 345, 38, 359]
article-paragraph: Die Kosten des Flugfestes für die Stadt, die 2500 Mark Garantie geleistet hat, betragen außerdem noch gegen 300 Mark für den gestifteten Ehrenpreis und 751 Mark für das von der Stadt gegebene Frühstück. bbox=[581, 449, 1007, 516]
article-paragraph: Die „Kolonialwarenwoche“ Berlin schreibt in ihrem Bericht über die Berliner Ausstellung u. a.: Im ganzen Reiche macht sich das Bedürfnis nach hygienischen Nährmitteln in steigender Weise bemerkbar zum Besten der Volksgesundheit. Auch der Kaufmann muß trachten, den gesteigerten Ansprüchen gerecht zu werden und solche Präparate einzuführen, die einen gesundheitlichen Wert besitzen. Den größten Anforderungen in dieser Beziehung entsprechen die Quieta-Präparate, denn sie enthalten die wichtigsten Nährsalze, Kalk, Phosphor und Eisen, die zur ständigen Blutterneuerung unbedingt erforderlich sind. Die große Beliebtheit der Quieta-Präparate erklärt sich daraus, daß diese wichtigen Nährsalzverbindungen, Quieta-Kraftkakao, Quieta-Nährsalzkakao, Quieta-Nährsalzschokolade in wohlschmeckender Form leicht verdaulich sind und vom Körper in vollkommener Weise ausgenutzt werden. Aus diese Weise werden dem Körper die Stoffe zugeführt, die für die Ernährung und den Ersatz der Mineralstoffe unentbehrlich sind. Da nur in der täglichen Nahrung zum Teil nicht in genügender Menge geboten werden, so wird jeder die Gelegenheit begrüßen, diese Präparate zu einem billigen Preis erstehen zu können. Außer den Quieta-Präparaten überall zu haben in den Konsumartikeln. [D 3/4 bbox=[1022, 1881, 1437, 2189]
listing-line: Continental bbox=[1475, 698, 1533, 709]
listing-line: Kaufen bbox=[1502, 1709, 1538, 1720]
right-page-ad-picker: Picke bbox=[1491, 1758, 1599, 1799]
listing-line: Elekt. bbox=[1475, 589, 1504, 600]
listing-line: 3 1/2 Hyp.-B. bbox=[1486, 780, 1552, 791]
article-subheading: Festgottesdienst anläßlich des 25jährigen Regierungsjubiläums Sr. Majestät des Deutschen Kaisers. bbox=[1034, 1837, 1425, 1866]
listing-line: Sendet bbox=[1502, 1736, 1537, 1748]
article-paragraph: Stadtv. Winn ist ebenfalls der Ansicht, daß der Vorschlag der Genossenschaft nicht durchführbar sei, da zunächst das beste Gelände bebaut werden solle. Er beantragt, der Genossenschaft das ganze Gelände zu verkaufen. Die Hälfte des Kaufgeldes solle angezahlt, der Rest mit billige mit 2 % verzinst werden. Er habe mit dem Vorstand der Genossenschaft verhandelt und dieser sei damit einverstanden. bbox=[112, 2000, 566, 2109]
listing-line: Mannes bbox=[1475, 671, 1515, 682]
ad-line: Dam bbox=[1504, 1390, 1574, 1425]
listing-line: Lahmeyer bbox=[1475, 684, 1525, 696]
section-divider bbox=[1022, 944, 1437, 948]
left-page-fragment: Roch bbox=[12, 757, 40, 771]
left-page-fragment: Dai bbox=[12, 330, 31, 343]
listing-line: Reichsbank bbox=[1475, 365, 1533, 376]
article-paragraph: Nach kurzer weiterer Besprechung wird die Sache an den Rechtsausschuß und die Baudeputation verwiesen. bbox=[112, 884, 566, 915]
listing-line: Farb bbox=[1475, 657, 1498, 668]
article-paragraph: Dem Erwerb von Straßenland aus dem Grundstück des Gärtners Bernhard an der Frankfurter Straße wird zugestimmt. bbox=[581, 383, 1007, 432]
left-page-fragment: 4 bbox=[12, 425, 19, 438]
article-subheading: Festgottesdienst bbox=[1174, 1669, 1285, 1683]
schedule-line: Sabbatausgang: 9.35 Uhr. bbox=[1033, 1639, 1203, 1653]
